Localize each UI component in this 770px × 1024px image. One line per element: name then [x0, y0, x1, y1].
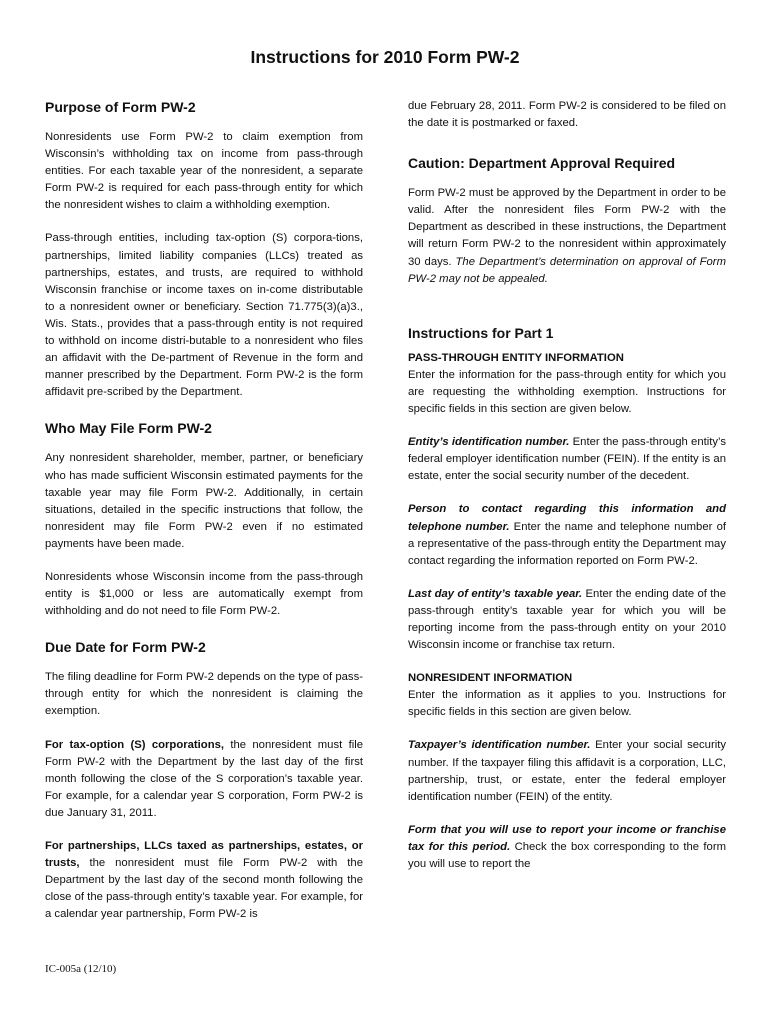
taxpayer-id-paragraph [408, 737, 726, 805]
due-partnership-text: the nonresident must file Form PW-2 with the Department by the last day of the second month following the close of the pass-through entity’s taxable year. For example, for a calendar year partnership, Form PW-2 is [45, 857, 363, 921]
page-title: Instructions for 2010 Form PW-2 [250, 47, 520, 67]
contact-person-paragraph [408, 501, 726, 569]
subheading-nonresident: NONRESIDENT INFORMATION [408, 672, 573, 685]
section-heading-who: Who May File Form PW-2 [45, 420, 212, 437]
purpose-paragraph-2: Pass-through entities, including tax-option (S) corpora-tions, partnerships, limited liability companies (LLCs) treated as partnerships, estates, and trusts, are required to withhold Wisconsin franchise or income taxes on in-come distributable to a nonresident owner or beneficiary. Section 71.775(3)(a)3., Wis. Stats., provides that a pass-through entity is not required to withhold on income distri-butable to a nonresident who files an affidavit with the De-partment of Revenue in the form and manner prescribed by the Department. Form PW-2 is the form affidavit pre-scribed by the Department. [45, 232, 363, 399]
taxable-year-paragraph [408, 586, 726, 654]
caution-text: Form PW-2 must be approved by the Department in order to be valid. After the nonresident files Form PW-2 with the Department as described in these instructions, the Department will return Form PW-2 to the nonresident within approximately 30 days. [408, 187, 726, 268]
due-s-corp-text: the nonresident must file Form PW-2 with the Department by the last day of the first month following the close of the S corporation’s taxable year. For example, for a calendar year S corporation, Form PW-2 is due January 31, 2011. [45, 738, 364, 819]
taxpayer-id-lead: Taxpayer’s identification number. [408, 739, 591, 752]
section-heading-purpose: Purpose of Form PW-2 [45, 99, 196, 115]
report-form-lead: Form that you will use to report your income or franchise tax for this period. [408, 823, 726, 853]
due-s-corp-lead: For tax-option (S) corporations, [45, 738, 225, 751]
contact-person-lead: Person to contact regarding this information and telephone number. [408, 503, 726, 533]
who-paragraph-1: Any nonresident shareholder, member, partner, or beneficiary who has made sufficient Wisconsin estimated payments for the taxable year may file Form PW-2. Additionally, in certain situations, detailed in the specific instructions that follow, the nonresident may file Form PW-2 even if no estimated payments have been made. [45, 452, 363, 550]
subheading-pass-through-entity: PASS-THROUGH ENTITY INFORMATION [408, 351, 624, 364]
due-paragraph-3 [45, 838, 363, 923]
right-column [408, 98, 726, 889]
taxable-year-text: Enter the ending date of the pass-through entity’s taxable year for which you will be reporting income from the pass-through entity on your 2010 Wisconsin income or franchise tax return. [408, 587, 726, 652]
caution-italic-text: The Department’s determination on approval of Form PW-2 may not be appealed. [408, 255, 726, 285]
left-column [45, 98, 363, 939]
taxpayer-id-text: Enter your social security number. If the taxpayer filing this affidavit is a corporation, LLC, partnership, trust, or estate, enter the federal employer identification number (FEIN) of the entity. [408, 739, 726, 803]
section-heading-caution: Caution: Department Approval Required [408, 155, 676, 172]
taxable-year-lead: Last day of entity’s taxable year. [408, 587, 583, 600]
pass-through-entity-paragraph: Enter the information for the pass-through entity for which you are requesting the withholding exemption. Instructions for specific fields in this section are given below. [408, 368, 726, 416]
entity-id-lead: Entity’s identification number. [408, 436, 570, 449]
due-partnership-lead: For partnerships, LLCs taxed as partnerships, estates, or trusts, [45, 840, 363, 870]
purpose-paragraph-1: Nonresidents use Form PW-2 to claim exemption from Wisconsin’s withholding tax on income from pass-through entities. For each taxable year of the nonresident, a separate Form PW-2 is required for each pass-through entity for which the nonresident wishes to claim a withholding exemption. [45, 131, 363, 212]
contact-person-text: Enter the name and telephone number of a representative of the pass-through entity the Department may contact regarding the information reported on Form PW-2. [408, 520, 726, 567]
entity-id-text: Enter the pass-through entity’s federal employer identification number (FEIN). If the entity is an estate, enter the social security number of the decedent. [408, 436, 727, 483]
due-paragraph-2 [45, 737, 363, 822]
section-heading-due: Due Date for Form PW-2 [45, 639, 206, 656]
due-paragraph-1: The filing deadline for Form PW-2 depends on the type of pass-through entity for which the nonresident is claiming the exemption. [45, 671, 363, 718]
section-heading-part1: Instructions for Part 1 [408, 324, 554, 341]
form-footer-code: IC-005a (12/10) [45, 963, 117, 975]
who-paragraph-2: Nonresidents whose Wisconsin income from the pass-through entity is $1,000 or less are automatically exempt from withholding and do not need to file Form PW-2. [45, 570, 363, 618]
report-form-text: Check the box corresponding to the form you will use to report the [408, 840, 726, 870]
report-form-paragraph [408, 822, 726, 873]
caution-paragraph [408, 185, 726, 288]
due-continued-paragraph: due February 28, 2011. Form PW-2 is considered to be filed on the date it is postmarked or faxed. [408, 100, 726, 130]
entity-id-paragraph [408, 434, 726, 485]
nonresident-paragraph: Enter the information as it applies to you. Instructions for specific fields in this section are given below. [408, 689, 726, 719]
